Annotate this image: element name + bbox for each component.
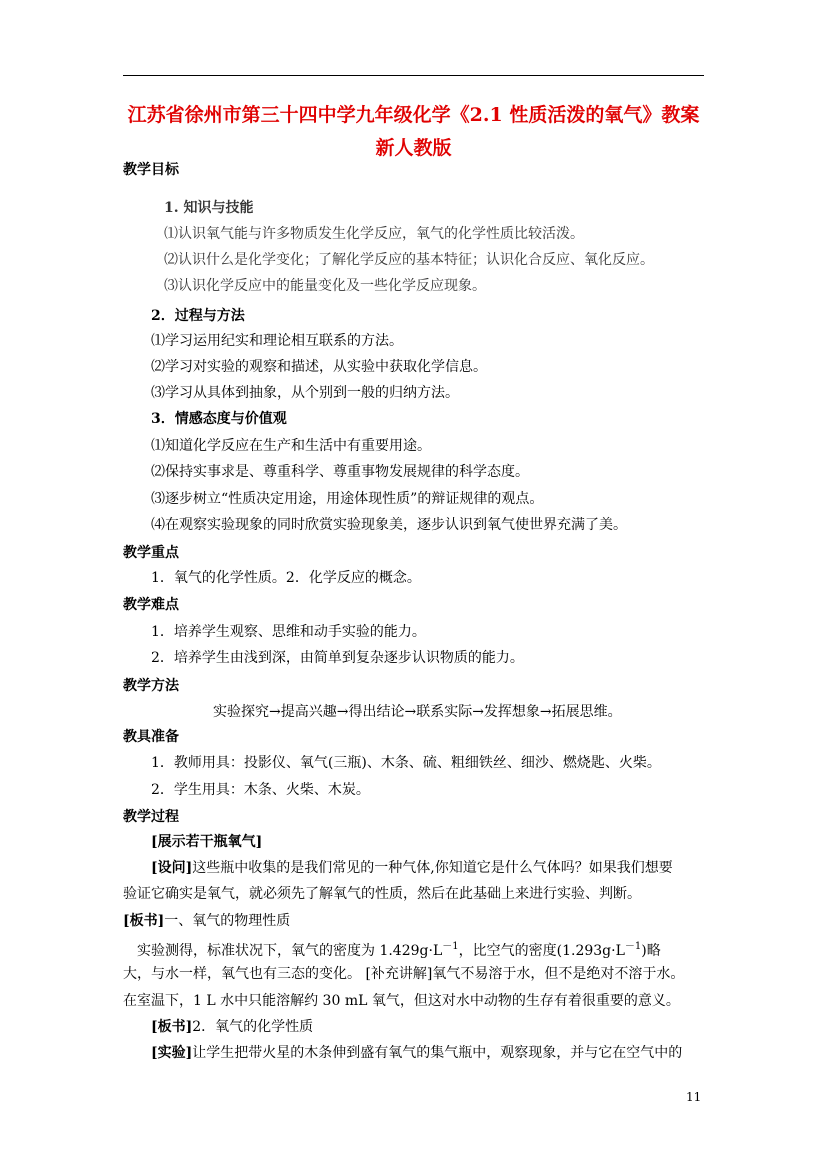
board-text: 2．氧气的化学性质 [192, 1019, 314, 1035]
document-title [110, 99, 717, 165]
page-number: 11 [686, 1090, 702, 1104]
board-line-1 [123, 911, 290, 931]
question-text: 这些瓶中收集的是我们常见的一种气体,你知道它是什么气体吗？如果我们想要 [192, 860, 673, 876]
knowledge-item: ⑶认识化学反应中的能量变化及一些化学反应现象。 [164, 278, 486, 294]
title-line-1: 江苏省徐州市第三十四中学九年级化学《2.1 性质活泼的氧气》教案 [127, 104, 700, 126]
physical-property-line-1 [137, 937, 661, 961]
unit-superscript: －1 [624, 941, 642, 952]
process-item: ⑴学习运用纪实和理论相互联系的方法。 [151, 333, 403, 349]
board-text: 一、氧气的物理性质 [164, 913, 291, 929]
experiment-tag: [实验] [151, 1045, 193, 1061]
emotion-heading: 3．情感态度与价值观 [151, 411, 287, 427]
goals-heading: 教学目标 [123, 162, 179, 178]
phys-text-b: ，比空气的密度(1.293g·L [458, 943, 625, 959]
knowledge-item: ⑴认识氧气能与许多物质发生化学反应，氧气的化学性质比较活泼。 [164, 226, 584, 242]
key-points-text: 1．氧气的化学性质。2．化学反应的概念。 [151, 570, 421, 586]
procedure-heading: 教学过程 [123, 809, 179, 825]
method-heading: 教学方法 [123, 678, 179, 694]
board-line-2 [151, 1017, 313, 1037]
phys-text-a: 实验测得，标准状况下，氧气的密度为 1.429g·L [137, 943, 443, 959]
equipment-item: 2．学生用具：木条、火柴、木炭。 [151, 782, 370, 798]
physical-property-line-3: 在室温下，1 L 水中只能溶解约 30 mL 氧气，但这对水中动物的生存有着很重要的意义。 [123, 993, 680, 1009]
process-heading: 2．过程与方法 [151, 308, 245, 324]
difficulties-heading: 教学难点 [123, 597, 179, 613]
experiment-text: 让学生把带火星的木条伸到盛有氧气的集气瓶中，观察现象，并与它在空气中的 [192, 1045, 683, 1061]
equipment-item: 1．教师用具：投影仪、氧气(三瓶)、木条、硫、粗细铁丝、细沙、燃烧匙、火柴。 [151, 755, 661, 771]
process-item: ⑶学习从具体到抽象，从个别到一般的归纳方法。 [151, 385, 459, 401]
difficulty-item: 2．培养学生由浅到深，由简单到复杂逐步认识物质的能力。 [151, 650, 524, 666]
knowledge-heading: 1. 知识与技能 [164, 200, 254, 216]
title-line-2: 新人教版 [375, 137, 452, 159]
emotion-item: ⑴知道化学反应在生产和生活中有重要用途。 [151, 438, 431, 454]
emotion-item: ⑷在观察实验现象的同时欣赏实验现象美，逐步认识到氧气使世界充满了美。 [151, 517, 627, 533]
difficulty-item: 1．培养学生观察、思维和动手实验的能力。 [151, 624, 426, 640]
show-oxygen-tag: [展示若干瓶氧气] [151, 834, 263, 850]
key-points-heading: 教学重点 [123, 545, 179, 561]
unit-superscript: －1 [442, 941, 459, 952]
process-item: ⑵学习对实验的观察和描述，从实验中获取化学信息。 [151, 359, 487, 375]
board-tag: [板书] [151, 1019, 193, 1035]
question-line-2: 验证它确实是氧气，就必须先了解氧气的性质，然后在此基础上来进行实验、判断。 [123, 886, 641, 902]
method-text: 实验探究→提高兴趣→得出结论→联系实际→发挥想象→拓展思维。 [213, 704, 622, 720]
emotion-item: ⑵保持实事求是、尊重科学、尊重事物发展规律的科学态度。 [151, 464, 529, 480]
knowledge-item: ⑵认识什么是化学变化；了解化学反应的基本特征；认识化合反应、氧化反应。 [164, 252, 654, 268]
board-tag: [板书] [123, 913, 165, 929]
phys-text-c: )略 [641, 943, 661, 959]
equipment-heading: 教具准备 [123, 729, 179, 745]
question-line [151, 858, 673, 878]
experiment-line [151, 1043, 682, 1063]
physical-property-line-2: 大，与水一样，氧气也有三态的变化。 [补充讲解]氧气不易溶于水，但不是绝对不溶于水。 [123, 966, 685, 982]
header-rule [123, 75, 704, 76]
question-tag: [设问] [151, 860, 193, 876]
emotion-item: ⑶逐步树立“性质决定用途，用途体现性质”的辩证规律的观点。 [151, 491, 544, 507]
